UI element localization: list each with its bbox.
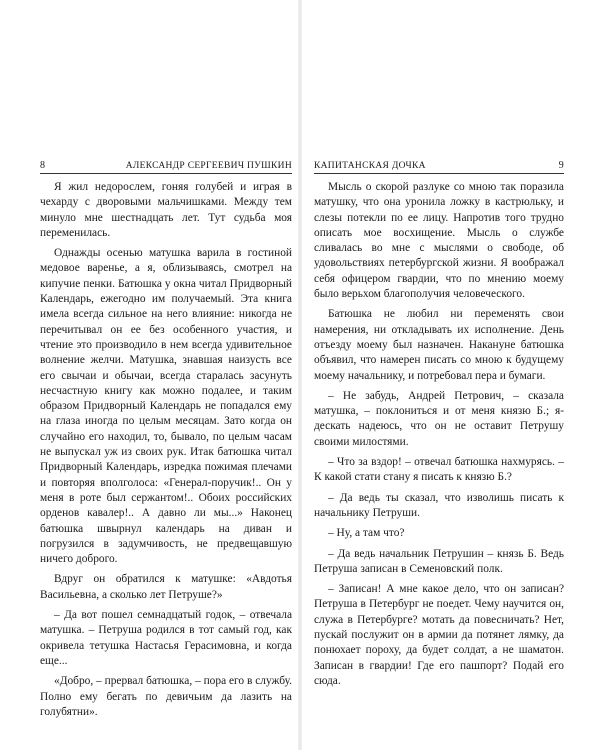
paragraph: «Добро, – прервал батюшка, – пора его в службу. Полно ему бегать по девичьим да лазить на голубятни». <box>40 675 292 718</box>
right-page-number: 9 <box>558 160 564 171</box>
right-body-text <box>314 180 564 694</box>
right-running-head-title: КАПИТАНСКАЯ ДОЧКА <box>314 161 426 171</box>
left-page-number: 8 <box>40 160 46 171</box>
right-running-header <box>314 160 564 174</box>
paragraph: – Не забудь, Андрей Петрович, – сказала матушка, – поклониться и от меня князю Б.; я-дескать надеюсь, что он не оставит Петрушу своими милостями. <box>314 389 564 448</box>
paragraph: – Записан! А мне какое дело, что он записан? Петруша в Петербург не поедет. Чему научится он, служа в Петербурге? мотать да повесничать? Нет, пускай послужит он в армии да потянет лямку, да понюхает пороху, да будет солдат, а не шаматон. Записан в гвардии! Где его пашпорт? Подай его сюда. <box>314 583 564 687</box>
paragraph: Мысль о скорой разлуке со мною так поразила матушку, что она уронила ложку в кастрюльку, и слезы потекли по ее лицу. Напротив того трудно описать мое восхищение. Мысль о службе сливалась во мне с мыслями о свободе, об удовольствиях петербургской жизни. Я воображал себя офицером гвардии, что по мнению моему было верьхом благополучия человеческого. <box>314 181 564 301</box>
paragraph: – Да ведь начальник Петрушин – князь Б. Ведь Петруша записан в Семеновский полк. <box>314 547 564 575</box>
left-body-text <box>40 180 292 725</box>
paragraph: – Да ведь ты сказал, что изволишь писать к начальнику Петруши. <box>314 491 564 519</box>
paragraph: Однажды осенью матушка варила в гостиной медовое варенье, а я, облизываясь, смотрел на кипучие пенки. Батюшка у окна читал Придворный Календарь, ежегодно им получаемый. Эта книга имела всегда сильное на него влияние: никогда не перечитывал он ее без особенного участия, и чтение это производило в нем всегда удивительное волнение желчи. Матушка, знавшая наизусть все его свычаи и обычаи, всегда старалась засунуть несчастную книгу как можно подалее, и таким образом Придворный Календарь не попадался ему на глаза иногда по целым месяцам. Зато когда он случайно его находил, то, бывало, по целым часам не выпускал уж из своих рук. Итак батюшка читал Придворный Календарь, изредка пожимая плечами и повторяя вполголоса: «Генерал-поручик!.. Он у меня в роте был сержантом!.. Обоих российских орденов кавалер!.. А давно ли мы...» Наконец батюшка швырнул календарь на диван и погрузился в задумчивость, не предвещавшую ничего доброго. <box>40 247 292 566</box>
paragraph: – Что за вздор! – отвечал батюшка нахмурясь. – К какой стати стану я писать к князю Б.? <box>314 456 564 484</box>
paragraph: – Ну, а там что? <box>328 527 405 540</box>
paragraph: – Да вот пошел семнадцатый годок, – отвечала матушка. – Петруша родился в тот самый год, как окривела тетушка Настасья Герасимовна, и когда еще... <box>40 609 292 667</box>
paragraph: Батюшка не любил ни переменять свои намерения, ни откладывать их исполнение. День отъезду моему был назначен. Накануне батюшка объявил, что намерен писать со мною к будущему моему начальнику, и потребовал пера и бумаги. <box>314 308 564 382</box>
left-running-header <box>40 160 292 174</box>
paragraph: Я жил недорослем, гоняя голубей и играя в чехарду с дворовыми мальчишками. Между тем минуло мне шестнадцать лет. Тут судьба моя переменилась. <box>40 181 292 239</box>
left-running-head-author: АЛЕКСАНДР СЕРГЕЕВИЧ ПУШКИН <box>125 161 292 171</box>
paragraph: Вдруг он обратился к матушке: «Авдотья Васильевна, а сколько лет Петруше?» <box>40 573 292 601</box>
right-page <box>300 0 600 750</box>
